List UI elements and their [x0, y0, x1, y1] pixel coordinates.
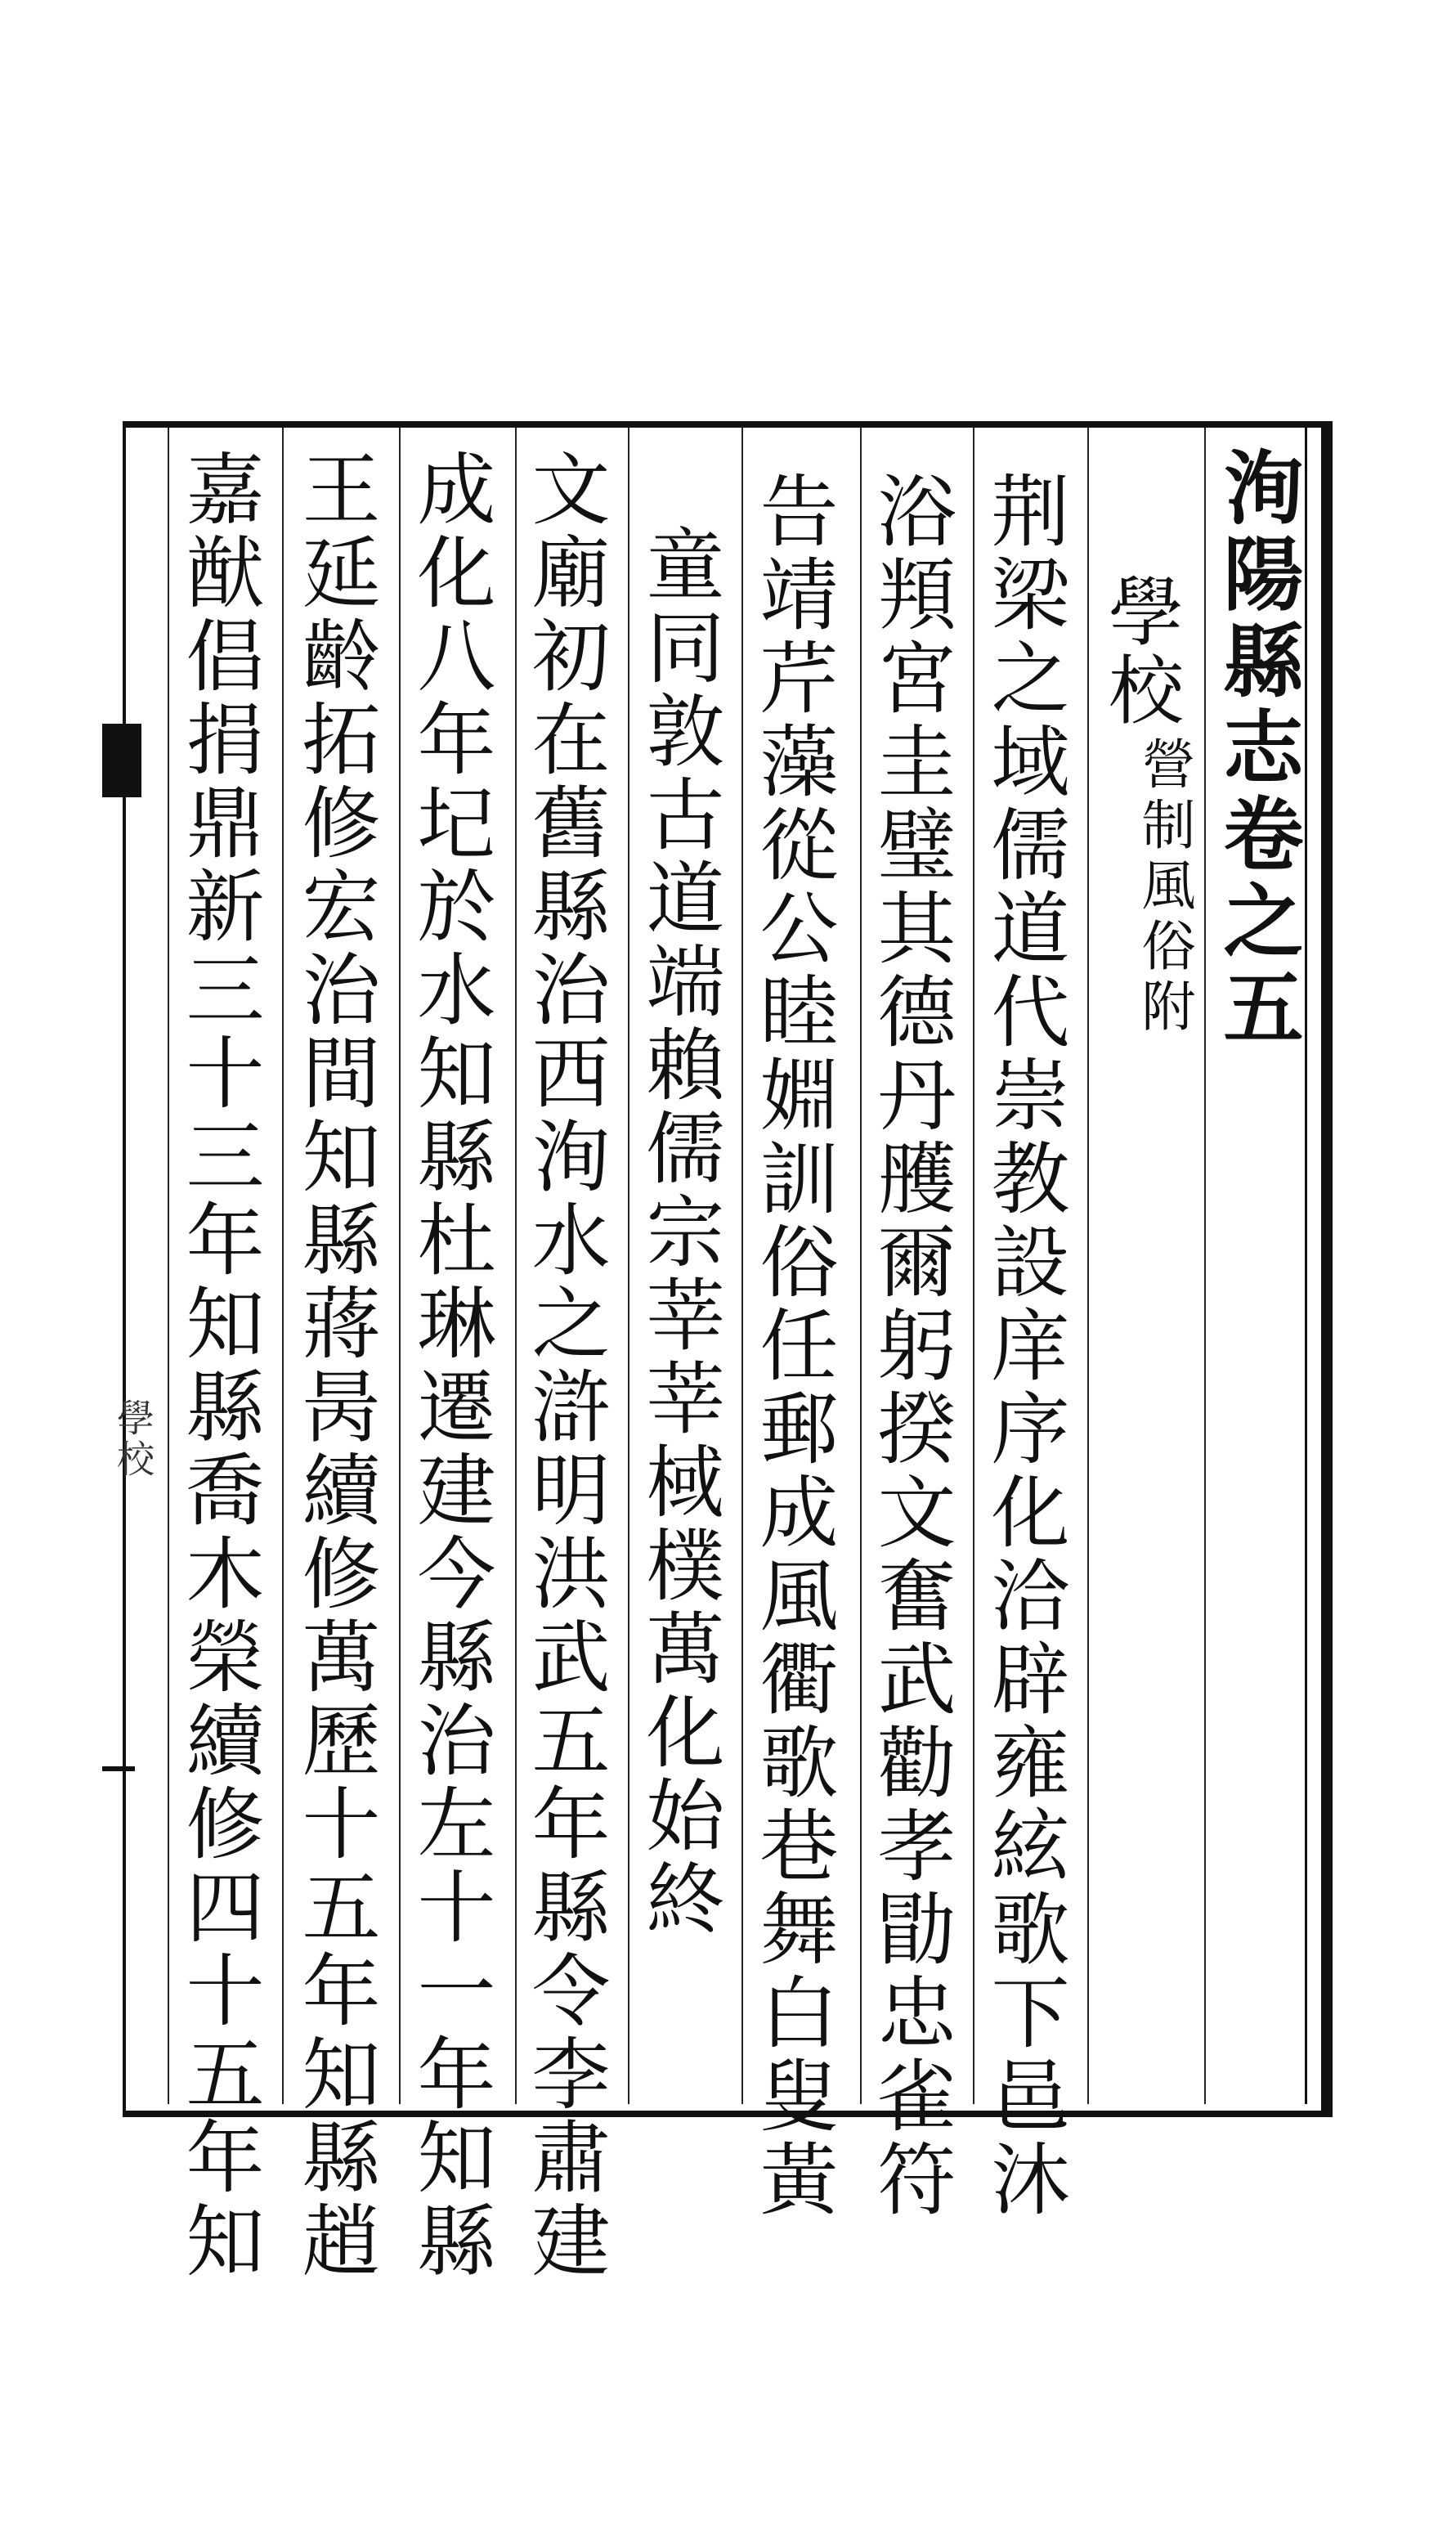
- column-rule: [741, 428, 743, 2104]
- border-right-thin: [1305, 428, 1307, 2104]
- column-rule: [399, 428, 401, 2104]
- section-heading: 學校: [1096, 572, 1184, 729]
- column-rule: [168, 428, 169, 2104]
- text-column-2: 浴頖宮圭璧其德丹雘爾躬揆文奮武勸孝勖忠雀符: [865, 470, 956, 2222]
- volume-title: 洵陽縣志卷之五: [1210, 446, 1304, 1052]
- text-column-1: 荆梁之域儒道代崇教設庠序化洽辟雍絃歌下邑沐: [979, 470, 1070, 2222]
- section-note: 營制風俗附: [1132, 736, 1195, 1039]
- fold-text: 學校: [111, 1398, 155, 1480]
- fold-mark-bottom: [102, 1766, 135, 1771]
- text-column-5: 文廟初在舊縣治西洵水之滸明洪武五年縣令李肅建: [519, 448, 611, 2283]
- border-left: [123, 421, 126, 2111]
- column-rule: [973, 428, 974, 2104]
- border-right-thick: [1321, 421, 1333, 2111]
- text-column-4: 童同敦古道端賴儒宗莘莘棫樸萬化始終: [634, 523, 725, 1941]
- text-column-6: 成化八年圮於水知縣杜琳遷建今縣治左十一年知縣: [405, 448, 496, 2283]
- column-rule: [628, 428, 629, 2104]
- text-column-3: 告靖芹藻從公睦婣訓俗任郵成風衢歌巷舞白叟黃: [747, 470, 839, 2222]
- column-rule: [282, 428, 284, 2104]
- fold-mark-top: [102, 724, 141, 797]
- column-rule: [860, 428, 862, 2104]
- column-rule: [1204, 428, 1206, 2104]
- column-rule: [1087, 428, 1089, 2104]
- text-column-8: 嘉猷倡捐鼎新三十三年知縣喬木榮續修四十五年知: [173, 448, 265, 2283]
- column-rule: [515, 428, 517, 2104]
- text-column-7: 王延齡拓修宏治間知縣蔣昺續修萬歷十五年知縣趙: [289, 448, 381, 2283]
